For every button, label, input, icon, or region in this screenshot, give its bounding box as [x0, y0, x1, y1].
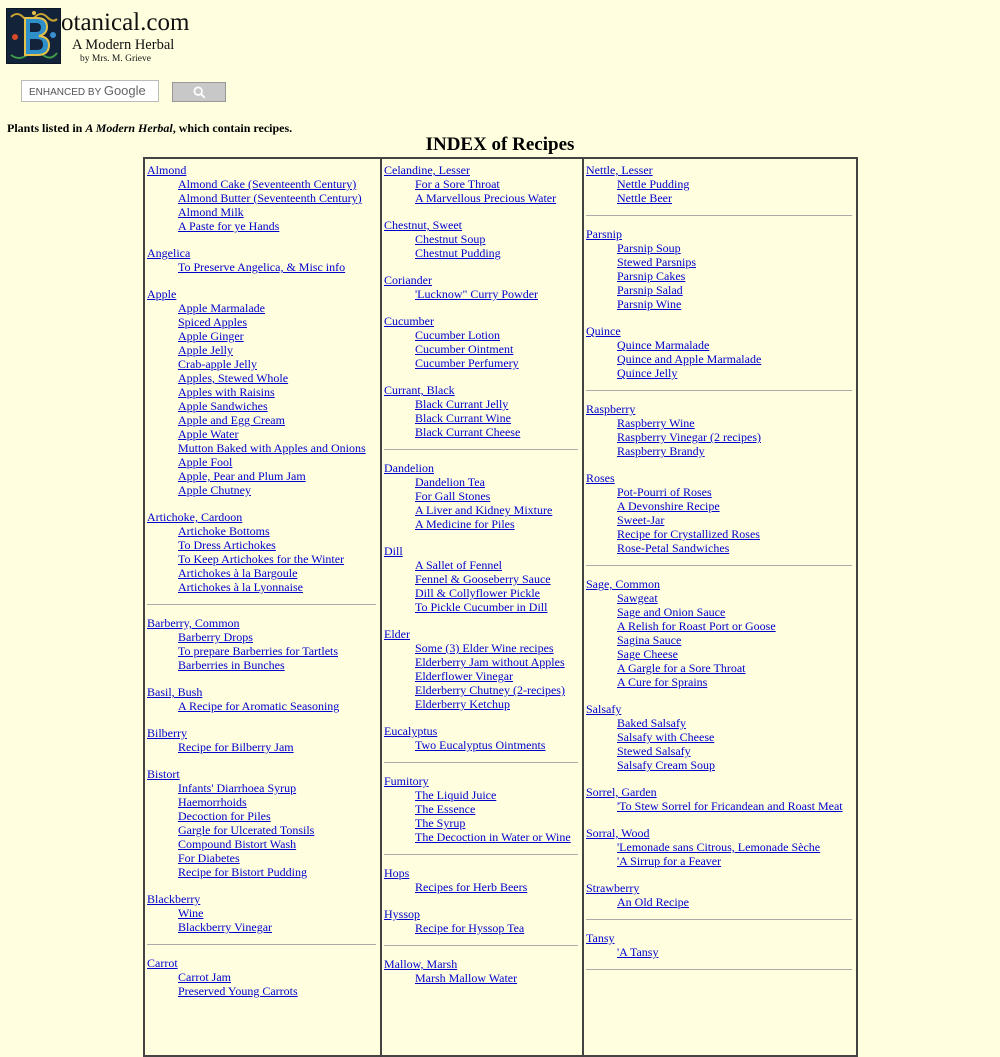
recipe-link[interactable]: A Relish for Roast Port or Goose [617, 619, 776, 633]
recipe-link[interactable]: Recipe for Bilberry Jam [178, 740, 294, 754]
section-divider [384, 762, 578, 763]
index-column-1 [145, 159, 380, 1055]
recipe-link[interactable]: Recipe for Hyssop Tea [415, 921, 525, 935]
page-title: INDEX of Recipes [425, 134, 575, 155]
search-placeholder-prefix: ENHANCED BY [29, 87, 104, 98]
intro-after: , which contain recipes. [172, 121, 293, 135]
recipe-link[interactable]: Black Currant Wine [415, 411, 511, 425]
plant-link[interactable]: Mallow, Marsh [384, 957, 458, 971]
section-divider [384, 449, 578, 450]
recipe-link[interactable]: Salsafy with Cheese [617, 730, 715, 744]
recipe-link[interactable]: Salsafy Cream Soup [617, 758, 715, 772]
recipe-link[interactable]: Recipe for Crystallized Roses [617, 527, 760, 541]
plant-link[interactable]: Cucumber [384, 314, 434, 328]
google-brand-text: Google [103, 83, 146, 98]
plant-link[interactable]: Angelica [147, 246, 191, 260]
recipe-link[interactable]: Cucumber Lotion [415, 328, 500, 342]
plant-link[interactable]: Blackberry [147, 892, 201, 906]
recipe-link[interactable]: Almond Cake (Seventeenth Century) [178, 177, 357, 191]
recipe-link[interactable]: Sage Cheese [617, 647, 678, 661]
spacer [584, 868, 856, 881]
recipe-link[interactable]: Raspberry Vinegar (2 recipes) [617, 430, 761, 444]
section-divider [384, 854, 578, 855]
recipe-link[interactable]: Artichoke Bottoms [178, 524, 270, 538]
recipe-link[interactable]: To Keep Artichokes for the Winter [178, 552, 345, 566]
spacer [382, 260, 582, 273]
recipe-link[interactable]: Apple and Egg Cream [178, 413, 285, 427]
recipe-link[interactable]: Two Eucalyptus Ointments [415, 738, 546, 752]
plant-link[interactable]: Raspberry [586, 402, 636, 416]
section-divider [147, 604, 376, 605]
plant-link[interactable]: Strawberry [586, 881, 640, 895]
recipe-link[interactable]: 'To Stew Sorrel for Fricandean and Roast Meat [617, 799, 843, 813]
recipe-link[interactable]: Haemorrhoids [178, 795, 247, 809]
spacer [382, 370, 582, 383]
recipe-link[interactable]: Apples with Raisins [178, 385, 275, 399]
recipe-link[interactable]: Elderberry Chutney (2-recipes) [415, 683, 565, 697]
recipe-link[interactable]: Chestnut Pudding [415, 246, 501, 260]
intro-book-title: A Modern Herbal [85, 121, 173, 135]
recipe-link[interactable]: 'Lemonade sans Citrous, Lemonade Sèche [617, 840, 821, 854]
plant-link[interactable]: Elder [384, 627, 410, 641]
search-input[interactable] [21, 80, 159, 102]
recipe-link[interactable]: Sweet-Jar [617, 513, 665, 527]
recipe-link[interactable]: Elderberry Ketchup [415, 697, 510, 711]
spacer [382, 205, 582, 218]
recipe-link[interactable]: Almond Milk [178, 205, 244, 219]
recipe-link[interactable]: Barberry Drops [178, 630, 253, 644]
index-column-2 [380, 159, 582, 1055]
recipe-link[interactable]: Stewed Parsnips [617, 255, 696, 269]
search-button[interactable] [172, 82, 226, 102]
recipe-link[interactable]: Stewed Salsafy [617, 744, 691, 758]
recipe-link[interactable]: 'Lucknow" Curry Powder [415, 287, 539, 301]
recipe-link[interactable]: Apple Fool [178, 455, 233, 469]
spacer [584, 689, 856, 702]
section-divider [586, 390, 852, 391]
spacer [584, 813, 856, 826]
plant-link[interactable]: Hyssop [384, 907, 421, 921]
recipe-link[interactable]: Raspberry Brandy [617, 444, 705, 458]
index-column-3 [582, 159, 856, 1055]
plant-link[interactable]: Carrot [147, 956, 178, 970]
recipe-link[interactable]: 'A Tansy [617, 945, 659, 959]
recipe-link[interactable]: Recipe for Bistort Pudding [178, 865, 307, 879]
section-divider [147, 944, 376, 945]
recipe-link[interactable]: The Syrup [415, 816, 466, 830]
recipe-link[interactable]: Parsnip Wine [617, 297, 682, 311]
recipe-link[interactable]: Raspberry Wine [617, 416, 695, 430]
recipe-link[interactable]: Apple Sandwiches [178, 399, 268, 413]
recipe-link[interactable]: Apple Jelly [178, 343, 233, 357]
plant-link[interactable]: Sorrel, Garden [586, 785, 657, 799]
recipe-link[interactable]: Apple Water [178, 427, 239, 441]
plant-link[interactable]: Apple [147, 287, 177, 301]
recipe-link[interactable]: Elderflower Vinegar [415, 669, 514, 683]
recipe-link[interactable]: Barberries in Bunches [178, 658, 285, 672]
recipe-link[interactable]: Quince Marmalade [617, 338, 710, 352]
plant-link[interactable]: Hops [384, 866, 410, 880]
recipe-link[interactable]: Gargle for Ulcerated Tonsils [178, 823, 315, 837]
recipe-link[interactable]: Dandelion Tea [415, 475, 485, 489]
recipe-link[interactable]: Almond Butter (Seventeenth Century) [178, 191, 362, 205]
recipe-link[interactable]: Pot-Pourri of Roses [617, 485, 712, 499]
section-divider [586, 969, 852, 970]
recipe-link[interactable]: Nettle Pudding [617, 177, 690, 191]
recipe-link[interactable]: Decoction for Piles [178, 809, 271, 823]
recipe-link[interactable]: A Gargle for a Sore Throat [617, 661, 746, 675]
plant-link[interactable]: Nettle, Lesser [586, 163, 653, 177]
recipe-link[interactable]: Compound Bistort Wash [178, 837, 297, 851]
plant-link[interactable]: Dandelion [384, 461, 434, 475]
site-author: by Mrs. M. Grieve [80, 54, 151, 64]
recipe-link[interactable]: Cucumber Perfumery [415, 356, 519, 370]
spacer [584, 311, 856, 324]
recipe-link[interactable]: The Essence [415, 802, 476, 816]
recipe-link[interactable]: Parsnip Salad [617, 283, 683, 297]
spacer [584, 458, 856, 471]
plant-link[interactable]: Currant, Black [384, 383, 455, 397]
spacer [382, 531, 582, 544]
section-divider [586, 215, 852, 216]
spacer [145, 672, 380, 685]
recipe-link[interactable]: Cucumber Ointment [415, 342, 514, 356]
spacer [145, 754, 380, 767]
recipe-link[interactable]: A Recipe for Aromatic Seasoning [178, 699, 340, 713]
recipe-link[interactable]: Crab-apple Jelly [178, 357, 257, 371]
plant-link[interactable]: Quince [586, 324, 621, 338]
recipe-link[interactable]: A Sallet of Fennel [415, 558, 502, 572]
recipe-link[interactable]: Mutton Baked with Apples and Onions [178, 441, 366, 455]
plant-link[interactable]: Barberry, Common [147, 616, 240, 630]
recipe-link[interactable]: The Decoction in Water or Wine [415, 830, 571, 844]
plant-link[interactable]: Bistort [147, 767, 180, 781]
plant-link[interactable]: Bilberry [147, 726, 187, 740]
recipe-link[interactable]: 'A Sirrup for a Feaver [617, 854, 722, 868]
spacer [145, 713, 380, 726]
recipe-link[interactable]: Quince and Apple Marmalade [617, 352, 762, 366]
spacer [145, 879, 380, 892]
recipe-link[interactable]: Black Currant Jelly [415, 397, 509, 411]
site-subtitle: A Modern Herbal [72, 37, 175, 53]
recipe-link[interactable]: Artichokes à la Bargoule [178, 566, 298, 580]
plant-link[interactable]: Coriander [384, 273, 432, 287]
spacer [382, 894, 582, 907]
recipe-link[interactable]: Apples, Stewed Whole [178, 371, 289, 385]
plant-link[interactable]: Basil, Bush [147, 685, 203, 699]
recipe-link[interactable]: Apple Ginger [178, 329, 244, 343]
spacer [382, 614, 582, 627]
recipe-link[interactable]: For a Sore Throat [415, 177, 500, 191]
recipe-link[interactable]: An Old Recipe [617, 895, 689, 909]
recipe-link[interactable]: Artichokes à la Lyonnaise [178, 580, 303, 594]
section-divider [384, 945, 578, 946]
recipe-link[interactable]: Apple Marmalade [178, 301, 265, 315]
plant-link[interactable]: Almond [147, 163, 187, 177]
spacer [145, 274, 380, 287]
recipe-index-table [143, 157, 858, 1057]
plant-link[interactable]: Roses [586, 471, 615, 485]
plant-link[interactable]: Sorral, Wood [586, 826, 650, 840]
plant-link[interactable]: Eucalyptus [384, 724, 438, 738]
recipe-link[interactable]: Recipes for Herb Beers [415, 880, 528, 894]
recipe-link[interactable]: A Medicine for Piles [415, 517, 515, 531]
recipe-link[interactable]: Fennel & Gooseberry Sauce [415, 572, 551, 586]
plant-link[interactable]: Celandine, Lesser [384, 163, 470, 177]
recipe-link[interactable]: For Gall Stones [415, 489, 491, 503]
plant-link[interactable]: Fumitory [384, 774, 429, 788]
section-divider [586, 919, 852, 920]
spacer [145, 497, 380, 510]
recipe-link[interactable]: Sawgeat [617, 591, 658, 605]
recipe-link[interactable]: A Devonshire Recipe [617, 499, 720, 513]
recipe-link[interactable]: Dill & Collyflower Pickle [415, 586, 540, 600]
recipe-link[interactable]: Spiced Apples [178, 315, 247, 329]
site-name: otanical.com [61, 9, 190, 36]
spacer [382, 301, 582, 314]
recipe-link[interactable]: The Liquid Juice [415, 788, 497, 802]
spacer [145, 233, 380, 246]
site-logo[interactable] [6, 8, 196, 68]
recipe-link[interactable]: Apple, Pear and Plum Jam [178, 469, 306, 483]
section-divider [586, 565, 852, 566]
recipe-link[interactable]: Black Currant Cheese [415, 425, 521, 439]
plant-link[interactable]: Artichoke, Cardoon [147, 510, 243, 524]
recipe-link[interactable]: Rose-Petal Sandwiches [617, 541, 730, 555]
recipe-link[interactable]: For Diabetes [178, 851, 240, 865]
recipe-link[interactable]: Parsnip Cakes [617, 269, 686, 283]
recipe-link[interactable]: A Paste for ye Hands [178, 219, 280, 233]
recipe-link[interactable]: Elderberry Jam without Apples [415, 655, 565, 669]
recipe-link[interactable]: Apple Chutney [178, 483, 251, 497]
plant-link[interactable]: Sage, Common [586, 577, 660, 591]
plant-link[interactable]: Parsnip [586, 227, 622, 241]
recipe-link[interactable]: To prepare Barberries for Tartlets [178, 644, 339, 658]
recipe-link[interactable]: Wine [178, 906, 204, 920]
recipe-link[interactable]: Parsnip Soup [617, 241, 681, 255]
recipe-link[interactable]: To Pickle Cucumber in Dill [415, 600, 548, 614]
recipe-link[interactable]: A Liver and Kidney Mixture [415, 503, 553, 517]
recipe-link[interactable]: Some (3) Elder Wine recipes [415, 641, 554, 655]
recipe-link[interactable]: Baked Salsafy [617, 716, 686, 730]
spacer [584, 772, 856, 785]
recipe-link[interactable]: Preserved Young Carrots [178, 984, 298, 998]
logo-initial-b-icon [6, 8, 61, 64]
plant-link[interactable]: Chestnut, Sweet [384, 218, 462, 232]
recipe-link[interactable]: Nettle Beer [617, 191, 672, 205]
recipe-link[interactable]: A Marvellous Precious Water [415, 191, 557, 205]
recipe-link[interactable]: Sagina Sauce [617, 633, 682, 647]
recipe-link[interactable]: Chestnut Soup [415, 232, 486, 246]
recipe-link[interactable]: Marsh Mallow Water [415, 971, 518, 985]
recipe-link[interactable]: To Preserve Angelica, & Misc info [178, 260, 346, 274]
recipe-link[interactable]: A Cure for Sprains [617, 675, 708, 689]
recipe-link[interactable]: Carrot Jam [178, 970, 231, 984]
illuminated-letter-icon [7, 9, 60, 63]
plant-link[interactable]: Tansy [586, 931, 615, 945]
recipe-link[interactable]: Infants' Diarrhoea Syrup [178, 781, 297, 795]
search-icon [193, 86, 206, 99]
plant-link[interactable]: Dill [384, 544, 403, 558]
plant-link[interactable]: Salsafy [586, 702, 622, 716]
intro-before: Plants listed in [7, 121, 86, 135]
recipe-link[interactable]: Sage and Onion Sauce [617, 605, 726, 619]
recipe-link[interactable]: To Dress Artichokes [178, 538, 276, 552]
recipe-link[interactable]: Blackberry Vinegar [178, 920, 273, 934]
recipe-link[interactable]: Quince Jelly [617, 366, 678, 380]
spacer [382, 711, 582, 724]
